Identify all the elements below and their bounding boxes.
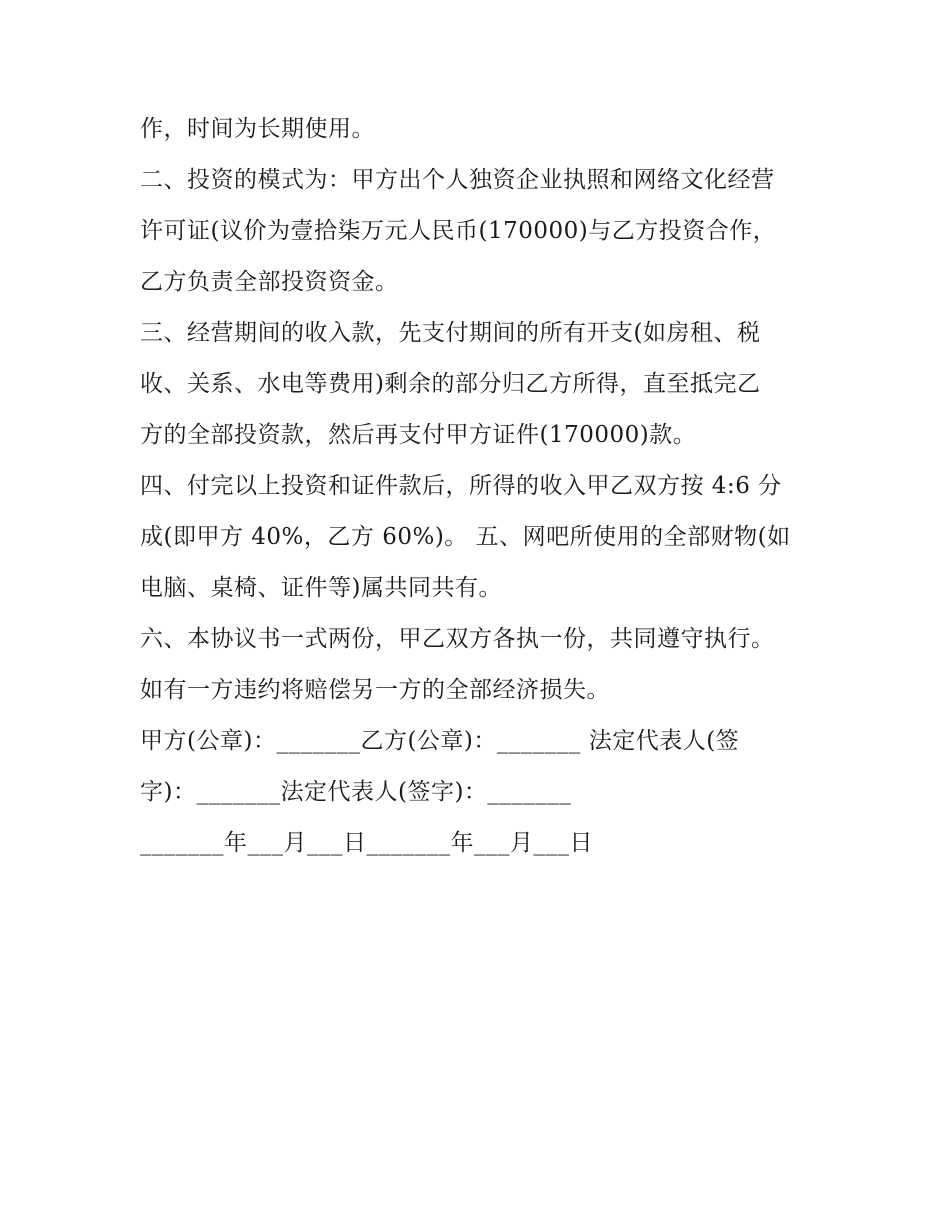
text-line: 方的全部投资款，然后再支付甲方证件(170000)款。: [140, 422, 697, 448]
signature-line-parties: 甲方(公章)：_______乙方(公章)：_______ 法定代表人(签: [140, 728, 740, 754]
signature-line-representatives: 字)：_______法定代表人(签字)：_______: [140, 779, 572, 805]
text-line: 作，时间为长期使用。: [140, 116, 375, 142]
contract-body: [140, 104, 820, 869]
text-line: 二、投资的模式为：甲方出个人独资企业执照和网络文化经营: [140, 167, 775, 193]
text-line: 四、付完以上投资和证件款后，所得的收入甲乙双方按 4:6 分: [140, 473, 782, 499]
text-line: 电脑、桌椅、证件等)属共同共有。: [140, 575, 502, 601]
text-line: 如有一方违约将赔偿另一方的全部经济损失。: [140, 677, 610, 703]
text-line: 乙方负责全部投资资金。: [140, 269, 399, 295]
date-line: _______年___月___日_______年___月___日: [140, 830, 593, 856]
text-line: 收、关系、水电等费用)剩余的部分归乙方所得，直至抵完乙: [140, 371, 761, 397]
text-line: 成(即甲方 40%，乙方 60%)。 五、网吧所使用的全部财物(如: [140, 524, 791, 550]
text-line: 三、经营期间的收入款，先支付期间的所有开支(如房租、税: [140, 320, 761, 346]
text-line: 许可证(议价为壹拾柒万元人民币(170000)与乙方投资合作，: [140, 218, 777, 244]
text-line: 六、本协议书一式两份，甲乙双方各执一份，共同遵守执行。: [140, 626, 775, 652]
